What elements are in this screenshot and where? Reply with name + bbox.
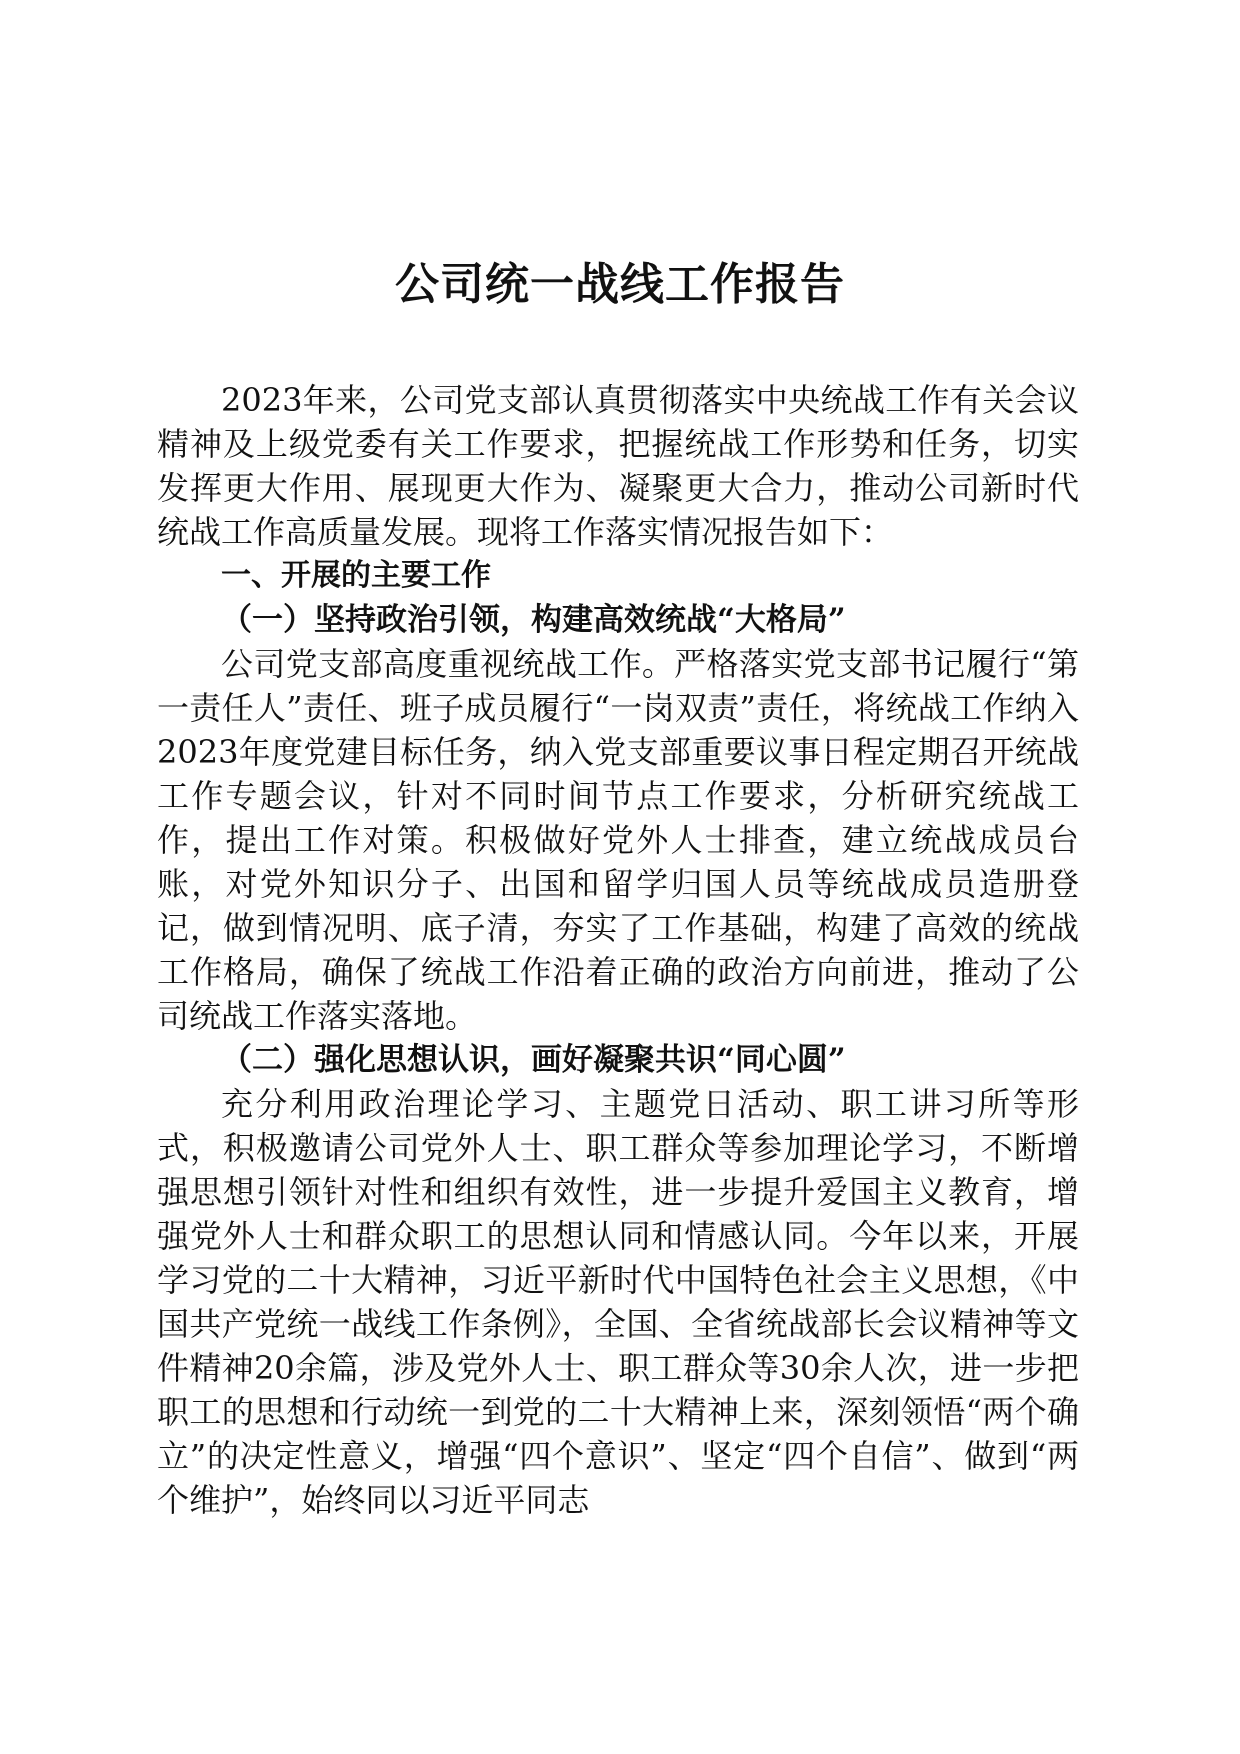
paragraph-ideological-consensus: 充分利用政治理论学习、主题党日活动、职工讲习所等形式，积极邀请公司党外人士、职工群众等参加理论学习，不断增强思想引领针对性和组织有效性，进一步提升爱国主义教育，增强党外人士和群众职工的思想认同和情感认同。今年以来，开展学习党的二十大精神，习近平新时代中国特色社会主义思想，《中国共产党统一战线工作条例》，全国、全省统战部长会议精神等文件精神20余篇，涉及党外人士、职工群众等30余人次，进一步把职工的思想和行动统一到党的二十大精神上来，深刻领悟“两个确立”的决定性意义，增强“四个意识”、坚定“四个自信”、做到“两个维护”，始终同以习近平同志 bbox=[157, 1085, 1079, 1519]
subsection-heading-political-guidance: （一）坚持政治引领，构建高效统战“大格局” bbox=[221, 602, 846, 638]
document-title: 公司统一战线工作报告 bbox=[395, 259, 845, 310]
intro-paragraph: 2023年来，公司党支部认真贯彻落实中央统战工作有关会议精神及上级党委有关工作要求，把握统战工作形势和任务，切实发挥更大作用、展现更大作为、凝聚更大合力，推动公司新时代统战工作高质量发展。现将工作落实情况报告如下： bbox=[157, 381, 1079, 551]
paragraph-political-guidance: 公司党支部高度重视统战工作。严格落实党支部书记履行“第一责任人”责任、班子成员履行“一岗双责”责任，将统战工作纳入2023年度党建目标任务，纳入党支部重要议事日程定期召开统战工作专题会议，针对不同时间节点工作要求，分析研究统战工作，提出工作对策。积极做好党外人士排查，建立统战成员台账，对党外知识分子、出国和留学归国人员等统战成员造册登记，做到情况明、底子清，夯实了工作基础，构建了高效的统战工作格局，确保了统战工作沿着正确的政治方向前进，推动了公司统战工作落实落地。 bbox=[157, 645, 1079, 1035]
subsection-heading-ideological-consensus: （二）强化思想认识，画好凝聚共识“同心圆” bbox=[221, 1042, 846, 1078]
section-heading-main-work: 一、开展的主要工作 bbox=[221, 558, 491, 593]
document-body bbox=[157, 378, 1079, 1522]
